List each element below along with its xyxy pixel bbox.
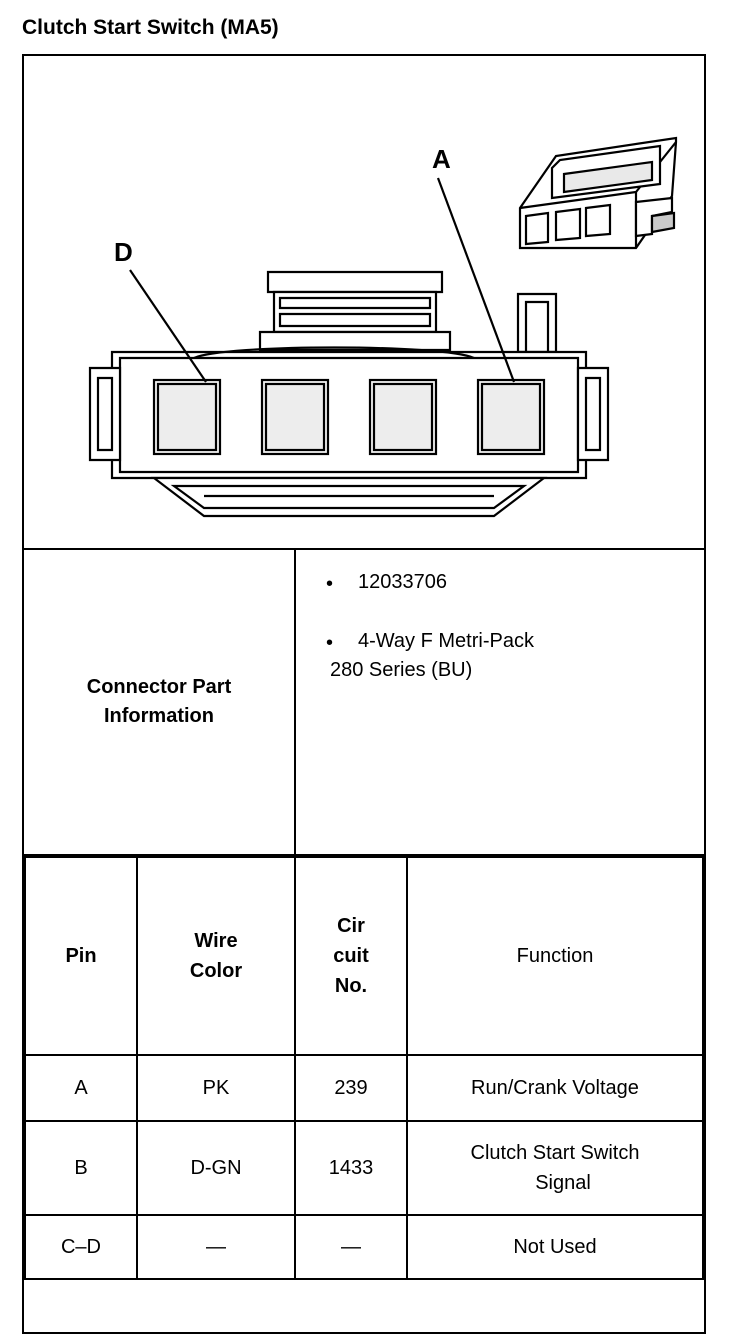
cpi-connector-type-line2: 280 Series (BU)	[330, 659, 473, 681]
header-circuit-line3: No.	[334, 975, 368, 997]
table-row	[25, 1121, 703, 1215]
cpi-connector-type-line1: 4-Way F Metri-Pack	[358, 630, 534, 652]
cpi-label-line1: Connector Part	[86, 676, 232, 698]
table-row	[25, 1215, 703, 1279]
cell-pin: A	[25, 1055, 137, 1121]
cell-function-line1: Clutch Start Switch	[470, 1142, 640, 1164]
header-wire-color	[137, 857, 295, 1055]
pin-table-header-row	[25, 857, 703, 1055]
bullet-glyph-icon-2: •	[326, 632, 334, 654]
cell-function-line2: Signal	[535, 1172, 591, 1194]
cell-wire-color: D-GN	[137, 1121, 295, 1215]
bullet-glyph-icon: •	[326, 573, 334, 595]
header-wire-color-line2: Color	[189, 960, 243, 982]
cell-pin: C–D	[25, 1215, 137, 1279]
page-title: Clutch Start Switch (MA5)	[22, 16, 279, 39]
pin-table	[24, 856, 704, 1280]
cpi-bullet-connector-type	[312, 627, 692, 685]
pin-table-wrapper	[24, 856, 704, 1280]
cell-circuit-no: —	[295, 1215, 407, 1279]
header-circuit-no	[295, 857, 407, 1055]
content-frame	[22, 54, 706, 1334]
header-wire-color-line1: Wire	[194, 930, 238, 952]
connector-illustration	[24, 56, 704, 548]
connector-part-information-label	[24, 550, 294, 854]
cpi-label-line2: Information	[104, 705, 214, 727]
cell-function	[407, 1121, 703, 1215]
cpi-part-number: 12033706	[358, 571, 447, 593]
cell-circuit-no: 1433	[295, 1121, 407, 1215]
cell-pin: B	[25, 1121, 137, 1215]
connector-diagram	[24, 56, 704, 548]
connector-part-information-values	[296, 550, 704, 854]
connector-3d-view	[520, 138, 676, 248]
header-circuit-line2: cuit	[333, 945, 369, 967]
cell-function: Run/Crank Voltage	[407, 1055, 703, 1121]
header-circuit-line1: Cir	[337, 915, 365, 937]
cell-wire-color: —	[137, 1215, 295, 1279]
cpi-bullet-part-number	[312, 568, 692, 597]
connector-part-information-row	[24, 550, 704, 854]
connector-face-view	[90, 272, 608, 516]
cell-circuit-no: 239	[295, 1055, 407, 1121]
callout-label-d: D	[114, 237, 133, 267]
header-pin: Pin	[25, 857, 137, 1055]
table-row	[25, 1055, 703, 1121]
header-function: Function	[407, 857, 703, 1055]
cell-wire-color: PK	[137, 1055, 295, 1121]
cell-function: Not Used	[407, 1215, 703, 1279]
callout-label-a: A	[432, 144, 451, 174]
